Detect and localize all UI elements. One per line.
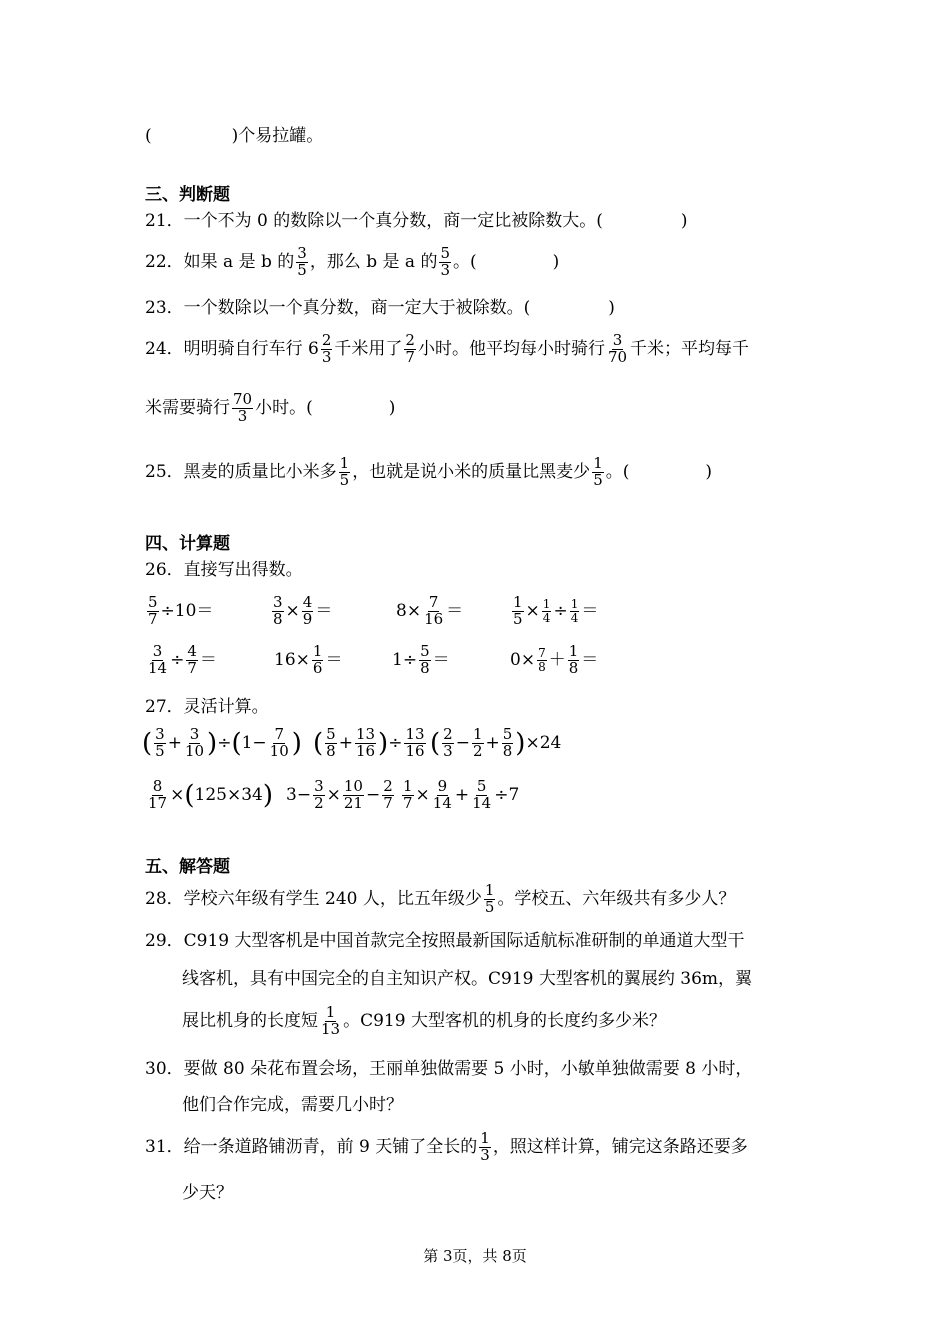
section-3-title: 三、判断题 bbox=[145, 185, 230, 205]
question-24-line-2: 米需要骑行 $\frac{70}{3}$ 小时。( ) bbox=[145, 390, 396, 425]
top-line: ( )个易拉罐。 bbox=[145, 126, 324, 146]
fraction: $\frac{1}{5}$ bbox=[593, 454, 603, 489]
expr-26-8: 0× $\frac{7}{8}$ ＋ $\frac{1}{8}$ ＝ bbox=[510, 642, 599, 677]
section-4-title: 四、计算题 bbox=[145, 534, 230, 554]
question-28: 28．学校六年级有学生 240 人，比五年级少 $\frac{1}{5}$ 。学校五、六年级共有多少人？ bbox=[145, 881, 736, 916]
fraction: $\frac{1}{5}$ bbox=[339, 454, 350, 489]
expr-26-5: $\frac{3}{14}$ ÷ $\frac{4}{7}$ ＝ bbox=[148, 642, 217, 677]
question-25: 25．黑麦的质量比小米多 $\frac{1}{5}$ ，也就是说小米的质量比黑麦少 $\frac{1}{5}$ 。( ) bbox=[145, 454, 713, 489]
expr-26-3: 8× $\frac{7}{16}$ ＝ bbox=[396, 593, 464, 628]
expr-27-4: $\frac{8}{17}$ ×(125×34) bbox=[148, 777, 273, 812]
question-23: 23．一个数除以一个真分数，商一定大于被除数。( ) bbox=[145, 298, 615, 318]
expr-26-2: $\frac{3}{8}$ × $\frac{4}{9}$ ＝ bbox=[273, 593, 333, 628]
question-29-line-3: 展比机身的长度短 $\frac{1}{13}$ 。C919 大型客机的机身的长度约多少米？ bbox=[182, 1003, 666, 1038]
fraction: $\frac{3}{5}$ bbox=[297, 244, 307, 279]
expr-27-5: 3− $\frac{3}{2}$ × $\frac{10}{21}$ − $\frac{2}{7}$ bbox=[286, 777, 393, 812]
question-31-line-2: 少天？ bbox=[182, 1183, 233, 1203]
question-21: 21．一个不为 0 的数除以一个真分数，商一定比被除数大。( ) bbox=[145, 211, 688, 231]
fraction: $\frac{2}{3}$ bbox=[321, 331, 332, 366]
question-27: 27．灵活计算。 bbox=[145, 697, 269, 717]
question-31-line-1: 31．给一条道路铺沥青，前 9 天铺了全长的 $\frac{1}{3}$ ，照这样计算，铺完这条路还要多 bbox=[145, 1129, 748, 1164]
expr-27-6: $\frac{1}{7}$ × $\frac{9}{14}$ + $\frac{5}{14}$ ÷7 bbox=[403, 777, 520, 812]
question-29-line-1: 29．C919 大型客机是中国首款完全按照最新国际适航标准研制的单通道大型干 bbox=[145, 931, 745, 951]
expr-26-1: $\frac{5}{7}$ ÷10＝ bbox=[148, 593, 214, 628]
fraction: $\frac{2}{7}$ bbox=[405, 331, 415, 366]
fraction: $\frac{1}{3}$ bbox=[480, 1129, 490, 1164]
expr-27-1: ( $\frac{3}{5}$ + $\frac{3}{10}$ )÷(1− $\frac{7}{10}$ ) bbox=[142, 725, 302, 760]
fraction: $\frac{1}{5}$ bbox=[484, 881, 495, 916]
section-5-title: 五、解答题 bbox=[145, 857, 230, 877]
fraction: $\frac{5}{3}$ bbox=[440, 244, 450, 279]
expr-26-4: $\frac{1}{5}$ × $\frac{1}{4}$ ÷ $\frac{1}{4}$ ＝ bbox=[513, 593, 599, 628]
question-29-line-2: 线客机，具有中国完全的自主知识产权。C919 大型客机的翼展约 36m，翼 bbox=[182, 969, 753, 989]
fraction: $\frac{70}{3}$ bbox=[233, 390, 253, 425]
question-24-line-1: 24．明明骑自行车行 6 $\frac{2}{3}$ 千米用了 $\frac{2}{7}$ 小时。他平均每小时骑行 $\frac{3}{70}$ 千米；平均每千 bbox=[145, 331, 750, 366]
fraction: $\frac{3}{70}$ bbox=[607, 331, 628, 366]
question-22: 22．如果 a 是 b 的 $\frac{3}{5}$ ，那么 b 是 a 的 $\frac{5}{3}$ 。( ) bbox=[145, 244, 560, 279]
expr-26-6: 16× $\frac{1}{6}$ ＝ bbox=[274, 642, 343, 677]
fraction: $\frac{1}{13}$ bbox=[321, 1003, 341, 1038]
expr-26-7: 1÷ $\frac{5}{8}$ ＝ bbox=[392, 642, 450, 677]
question-30-line-2: 他们合作完成，需要几小时？ bbox=[182, 1095, 403, 1115]
question-26: 26．直接写出得数。 bbox=[145, 560, 303, 580]
page-footer: 第 3页，共 8页 bbox=[423, 1247, 527, 1265]
question-30-line-1: 30．要做 80 朵花布置会场，王丽单独做需要 5 小时，小敏单独做需要 8 小时， bbox=[145, 1059, 753, 1079]
expr-27-2: ( $\frac{5}{8}$ + $\frac{13}{16}$ )÷ $\frac{13}{16}$ bbox=[313, 725, 425, 760]
expr-27-3: ( $\frac{2}{3}$ − $\frac{1}{2}$ + $\frac{5}{8}$ )×24 bbox=[430, 725, 562, 760]
